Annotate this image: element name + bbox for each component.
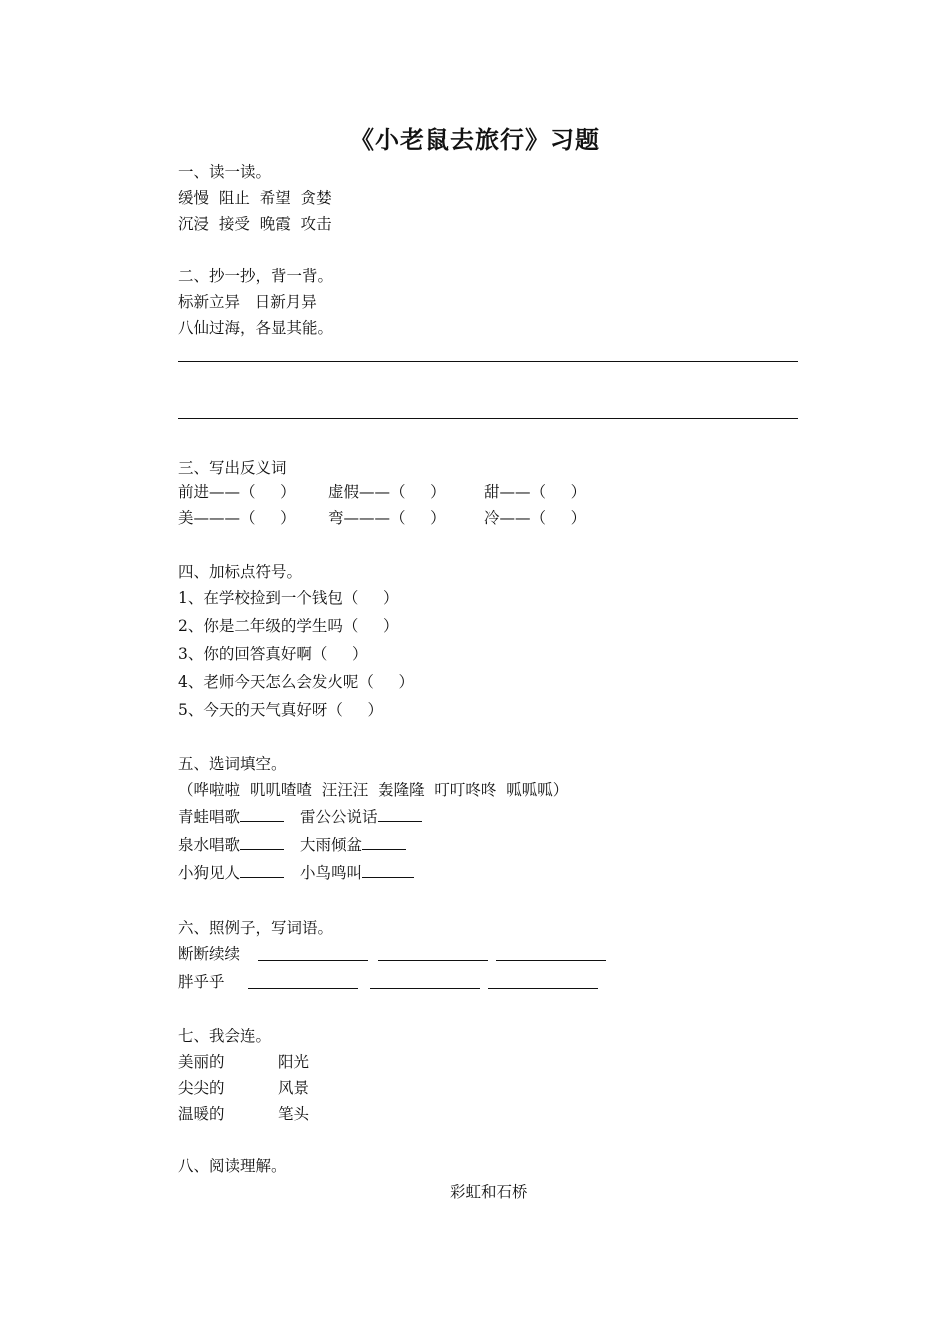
match-left-item[interactable]: 温暖的 bbox=[178, 1105, 225, 1123]
copy-line-1[interactable] bbox=[178, 361, 798, 362]
page-title: 《小老鼠去旅行》习题 bbox=[350, 125, 600, 154]
antonym-item[interactable]: 弯———（ ） bbox=[328, 509, 446, 527]
section-7-heading: 七、我会连。 bbox=[178, 1027, 272, 1045]
answer-blank[interactable] bbox=[488, 973, 598, 989]
fill-blank-label: 小狗见人 bbox=[178, 864, 241, 882]
punctuation-item[interactable]: 1、在学校捡到一个钱包（ ） bbox=[178, 589, 399, 607]
answer-blank[interactable] bbox=[248, 973, 358, 989]
fill-blank-item[interactable] bbox=[178, 806, 284, 827]
answer-blank[interactable] bbox=[240, 862, 284, 878]
section-4-heading: 四、加标点符号。 bbox=[178, 563, 303, 581]
antonym-item[interactable]: 冷——（ ） bbox=[484, 509, 587, 527]
answer-blank[interactable] bbox=[362, 834, 406, 850]
example-word: 胖乎乎 bbox=[178, 973, 225, 991]
answer-blank[interactable] bbox=[240, 806, 284, 822]
fill-blank-item[interactable] bbox=[178, 862, 284, 883]
antonym-item[interactable]: 美———（ ） bbox=[178, 509, 296, 527]
section-6-heading: 六、照例子，写词语。 bbox=[178, 919, 334, 937]
section-8-heading: 八、阅读理解。 bbox=[178, 1157, 287, 1175]
section-5-heading: 五、选词填空。 bbox=[178, 755, 287, 773]
answer-blank[interactable] bbox=[362, 862, 414, 878]
fill-blank-item[interactable] bbox=[300, 834, 406, 855]
answer-blank[interactable] bbox=[258, 945, 368, 961]
fill-blank-item[interactable] bbox=[300, 806, 422, 827]
punctuation-item[interactable]: 4、老师今天怎么会发火呢（ ） bbox=[178, 673, 414, 691]
match-left-item[interactable]: 美丽的 bbox=[178, 1053, 225, 1071]
answer-blank[interactable] bbox=[378, 945, 488, 961]
section-3-heading: 三、写出反义词 bbox=[178, 459, 287, 477]
section-1-row-1: 缓慢 阻止 希望 贪婪 bbox=[178, 189, 332, 207]
fill-blank-item[interactable] bbox=[178, 834, 284, 855]
fill-blank-label: 雷公公说话 bbox=[300, 808, 378, 826]
section-1-heading: 一、读一读。 bbox=[178, 163, 272, 181]
answer-blank[interactable] bbox=[240, 834, 284, 850]
passage-title: 彩虹和石桥 bbox=[450, 1183, 528, 1201]
punctuation-item[interactable]: 5、今天的天气真好呀（ ） bbox=[178, 701, 383, 719]
answer-blank[interactable] bbox=[370, 973, 480, 989]
word-options: （哗啦啦 叽叽喳喳 汪汪汪 轰隆隆 叮叮咚咚 呱呱呱） bbox=[178, 781, 569, 799]
answer-blank[interactable] bbox=[496, 945, 606, 961]
section-1-row-2: 沉浸 接受 晚霞 攻击 bbox=[178, 215, 332, 233]
section-2-row-2: 八仙过海，各显其能。 bbox=[178, 319, 334, 337]
match-left-item[interactable]: 尖尖的 bbox=[178, 1079, 225, 1097]
section-2-heading: 二、抄一抄，背一背。 bbox=[178, 267, 334, 285]
match-right-item[interactable]: 风景 bbox=[278, 1079, 310, 1097]
antonym-item[interactable]: 甜——（ ） bbox=[484, 483, 587, 501]
fill-blank-label: 小鸟鸣叫 bbox=[300, 864, 363, 882]
fill-blank-item[interactable] bbox=[300, 862, 414, 883]
answer-blank[interactable] bbox=[378, 806, 422, 822]
fill-blank-label: 大雨倾盆 bbox=[300, 836, 363, 854]
antonym-item[interactable]: 前进——（ ） bbox=[178, 483, 296, 501]
match-right-item[interactable]: 阳光 bbox=[278, 1053, 310, 1071]
example-word: 断断续续 bbox=[178, 945, 241, 963]
fill-blank-label: 泉水唱歌 bbox=[178, 836, 241, 854]
section-2-row-1: 标新立异 日新月异 bbox=[178, 293, 317, 311]
antonym-item[interactable]: 虚假——（ ） bbox=[328, 483, 446, 501]
punctuation-item[interactable]: 2、你是二年级的学生吗（ ） bbox=[178, 617, 399, 635]
fill-blank-label: 青蛙唱歌 bbox=[178, 808, 241, 826]
copy-line-2[interactable] bbox=[178, 418, 798, 419]
match-right-item[interactable]: 笔头 bbox=[278, 1105, 310, 1123]
punctuation-item[interactable]: 3、你的回答真好啊（ ） bbox=[178, 645, 368, 663]
